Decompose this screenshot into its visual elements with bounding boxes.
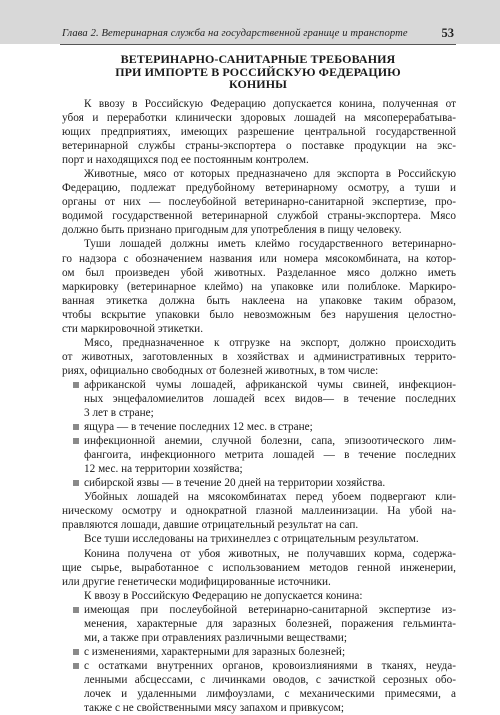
text-line: Убойных лошадей на мясокомбинатах перед убоем подвергают кли- [84, 491, 456, 504]
text-line: чтобы вскрытие упаковки было невозможным без нарушения целостно- [62, 308, 456, 321]
section-title-line: КОНИНЫ [228, 77, 288, 91]
section-title-line: ПРИ ИМПОРТЕ В РОССИЙСКУЮ ФЕДЕРАЦИЮ [115, 64, 401, 79]
text-line: или другие генетически модифицированные источники. [62, 575, 331, 588]
text-line: щие сырье, выработанное с использованием методов генной инженерии, [62, 561, 456, 574]
text-line: ленными абсцессами, с личинками оводов, с зачисткой серозных обо- [84, 673, 456, 686]
text-line: маркировку (ветеринарное клеймо) на упаковке или полиблоке. Маркиро- [62, 280, 456, 293]
text-line: Туши лошадей должны иметь клеймо государственного ветеринарно- [84, 238, 456, 251]
text-line: Конина получена от убоя животных, не получавших корма, содержа- [84, 547, 456, 560]
bullet-square-icon [73, 607, 79, 613]
text-line: Мясо, предназначенное к отгрузке на экспорт, должно происходить [84, 336, 456, 349]
bullet-square-icon [73, 382, 79, 388]
text-line: водимой государственной ветеринарной службой страны-экспортера. Мясо [62, 210, 456, 223]
text-line: ми, а также при отравлениях различными веществами; [84, 631, 347, 644]
page-number: 53 [441, 26, 454, 40]
text-line: ванная этикетка должна быть наклеена на упаковке таким образом, [62, 294, 456, 307]
text-line: от животных, заготовленных в хозяйствах и административных террито- [62, 350, 456, 363]
text-line: лочек и удаленными лимфоузлами, с механическими примесями, а [84, 687, 456, 700]
running-title: Глава 2. Ветеринарная служба на государственной границе и транспорте [62, 28, 408, 39]
text-line: К ввозу в Российскую Федерацию допускается конина, полученная от [84, 98, 456, 110]
list-item [62, 434, 456, 448]
text-line: органы от них — послеубойной ветеринарно-санитарной экспертизе, про- [62, 196, 456, 209]
list-item-text: инфекционной анемии, случной болезни, сапа, эпизоотического лим- [84, 435, 456, 448]
list-item [62, 378, 456, 392]
page-header [0, 0, 500, 44]
text-line: 12 мес. на территории хозяйства; [84, 463, 243, 476]
text-line: ющих предприятиях, имеющих разрешение центральной государственной [62, 126, 456, 139]
list-item-text: ящура — в течение последних 12 мес. в стране; [84, 421, 313, 434]
text-line: ом был произведен убой животных. Разделанное мясо должно иметь [62, 266, 456, 279]
text-line: фангоита, инфекционного метрита лошадей — в течение последних [84, 449, 456, 462]
text-line: ветеринарной службы страны-экспортера о поставке продукции на экс- [62, 140, 456, 153]
text-line: Животные, мясо от которых предназначено для экспорта в Российскую [84, 168, 456, 181]
text-line: ническому осмотру и однократной глазной маллеинизации. На убой на- [62, 505, 456, 518]
text-line: должно быть признано пригодным для употребления в пищу человеку. [62, 224, 402, 237]
text-line: Все туши исследованы на трихинеллез с отрицательным результатом. [84, 533, 419, 546]
bullet-square-icon [73, 438, 79, 444]
list-item-text: сибирской язвы — в течение 20 дней на территории хозяйства. [84, 477, 386, 490]
list-item [62, 603, 456, 617]
body-text [62, 97, 456, 715]
text-line: также с не свойственными мясу запахом и привкусом; [84, 702, 344, 715]
text-line: 3 лет в стране; [84, 407, 154, 420]
section-title-line: ВЕТЕРИНАРНО-САНИТАРНЫЕ ТРЕБОВАНИЯ [120, 52, 396, 66]
list-item [62, 659, 456, 673]
list-item [62, 420, 456, 434]
list-item [62, 645, 456, 659]
text-line: го надзора с обозначением названия или номера мясокомбината, на котор- [62, 252, 456, 265]
list-item [62, 476, 456, 490]
text-line: убоя и переработки клинически здоровых лошадей на мясоперерабатыва- [62, 112, 456, 125]
list-item-text: с изменениями, характерными для заразных болезней; [84, 645, 346, 658]
text-line: Федерацию, подлежат предубойному ветеринарному осмотру, а туши и [62, 182, 456, 195]
bullet-square-icon [73, 663, 79, 669]
text-line: сти маркировочной этикетки. [62, 322, 204, 335]
bullet-square-icon [73, 424, 79, 430]
text-line: менения, характерные для заразных болезней, поражения гельминта- [84, 617, 456, 630]
text-line: К ввозу в Российскую Федерацию не допускается конина: [84, 589, 363, 602]
section-title [60, 53, 456, 91]
text-line: порт и находящихся под ее постоянным контролем. [62, 154, 309, 167]
list-item-text: африканской чумы лошадей, африканской чумы свиней, инфекцион- [84, 378, 456, 391]
text-line: риях, официально свободных от болезней животных, в том числе: [62, 364, 379, 377]
header-rule [60, 44, 456, 45]
list-item-text: с остатками внутренних органов, кровоизлияниями в тканях, неуда- [84, 659, 456, 672]
list-item-text: имеющая при послеубойной ветеринарно-санитарной экспертизе из- [84, 603, 456, 616]
bullet-square-icon [73, 649, 79, 655]
text-line: правляются лошади, давшие отрицательный результат на сап. [62, 519, 359, 532]
text-line: ных энцефаломиелитов лошадей всех видов— в течение последних [84, 392, 456, 405]
bullet-square-icon [73, 480, 79, 486]
